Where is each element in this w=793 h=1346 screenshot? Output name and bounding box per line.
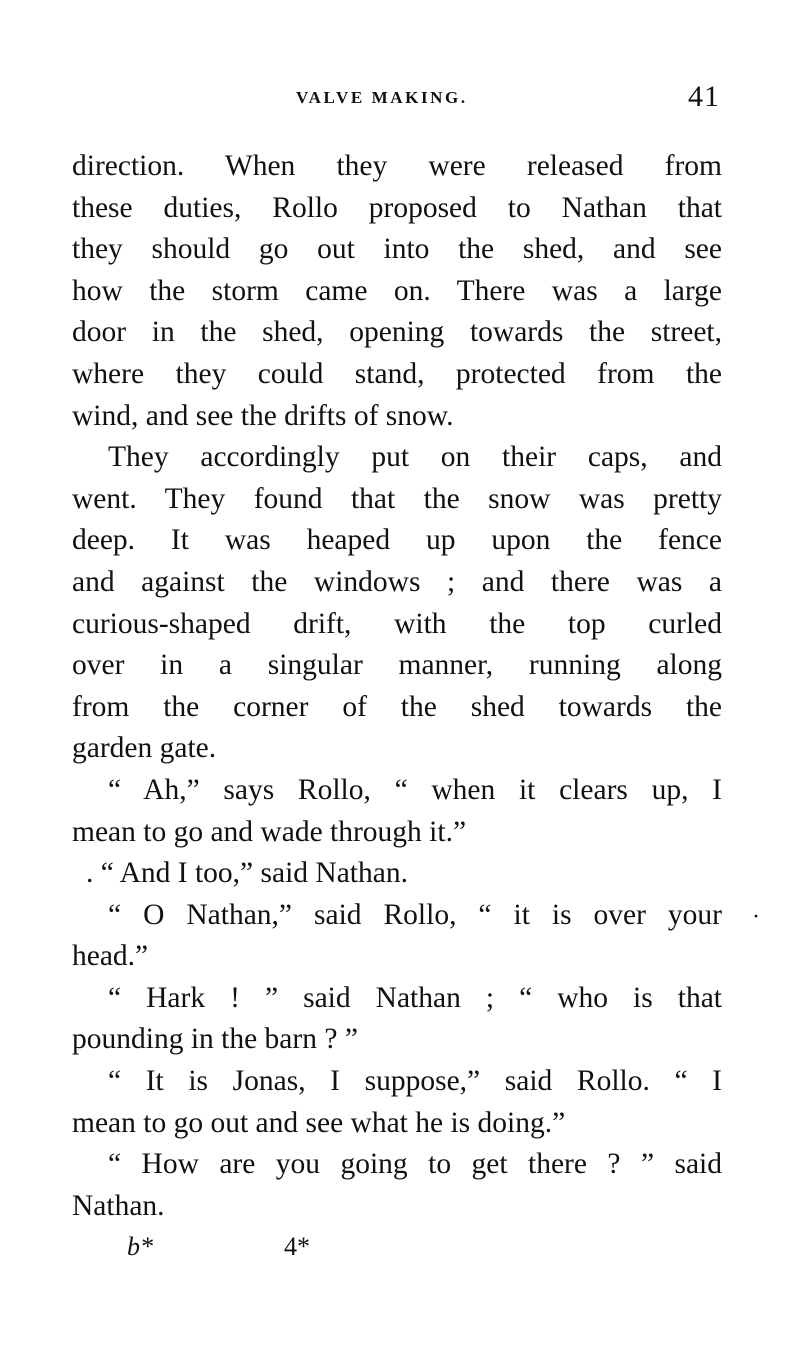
signature-marks [0, 1232, 793, 1272]
text-line: curious-shaped drift, with the top curled [72, 607, 722, 640]
paragraph-start-line: “ Ah,” says Rollo, “ when it clears up, I [108, 773, 722, 806]
text-line: where they could stand, protected from the [72, 357, 722, 390]
text-line: and against the windows ; and there was a [72, 565, 722, 598]
paragraph-start-line: . “ And I too,” said Nathan. [86, 857, 408, 890]
text-line: garden gate. [72, 732, 217, 765]
text-line: Nathan. [72, 1189, 165, 1222]
text-line: mean to go out and see what he is doing.” [72, 1106, 566, 1139]
paragraph-start-line: “ O Nathan,” said Rollo, “ it is over your [108, 898, 722, 931]
text-line: how the storm came on. There was a large [72, 274, 722, 307]
stray-ink-dot: · [752, 904, 760, 930]
text-line: from the corner of the shed towards the [72, 690, 722, 723]
paragraph-start-line: “ It is Jonas, I suppose,” said Rollo. “ I [108, 1065, 722, 1098]
body-text [72, 146, 722, 1227]
text-line: they should go out into the shed, and see [72, 233, 722, 266]
paragraph-start-line: They accordingly put on their caps, and [108, 441, 722, 474]
running-head [0, 80, 793, 116]
signature-mark-right: 4* [284, 1232, 310, 1261]
text-line: head.” [72, 940, 149, 973]
text-line: pounding in the barn ? ” [72, 1023, 358, 1056]
text-line: mean to go and wade through it.” [72, 815, 467, 848]
text-line: deep. It was heaped up upon the fence [72, 524, 722, 557]
running-head-title: VALVE MAKING. [296, 88, 468, 107]
signature-mark-left: b* [127, 1232, 153, 1261]
text-line: wind, and see the drifts of snow. [72, 399, 454, 432]
page-number: 41 [688, 80, 720, 113]
text-line: these duties, Rollo proposed to Nathan that [72, 191, 722, 224]
text-line: over in a singular manner, running along [72, 649, 722, 682]
paragraph-start-line: “ Hark ! ” said Nathan ; “ who is that [108, 981, 722, 1014]
text-line: direction. When they were released from [72, 150, 722, 182]
paragraph-start-line: “ How are you going to get there ? ” said [108, 1148, 722, 1181]
text-line: went. They found that the snow was pretty [72, 482, 722, 515]
text-line: door in the shed, opening towards the street, [72, 316, 722, 349]
